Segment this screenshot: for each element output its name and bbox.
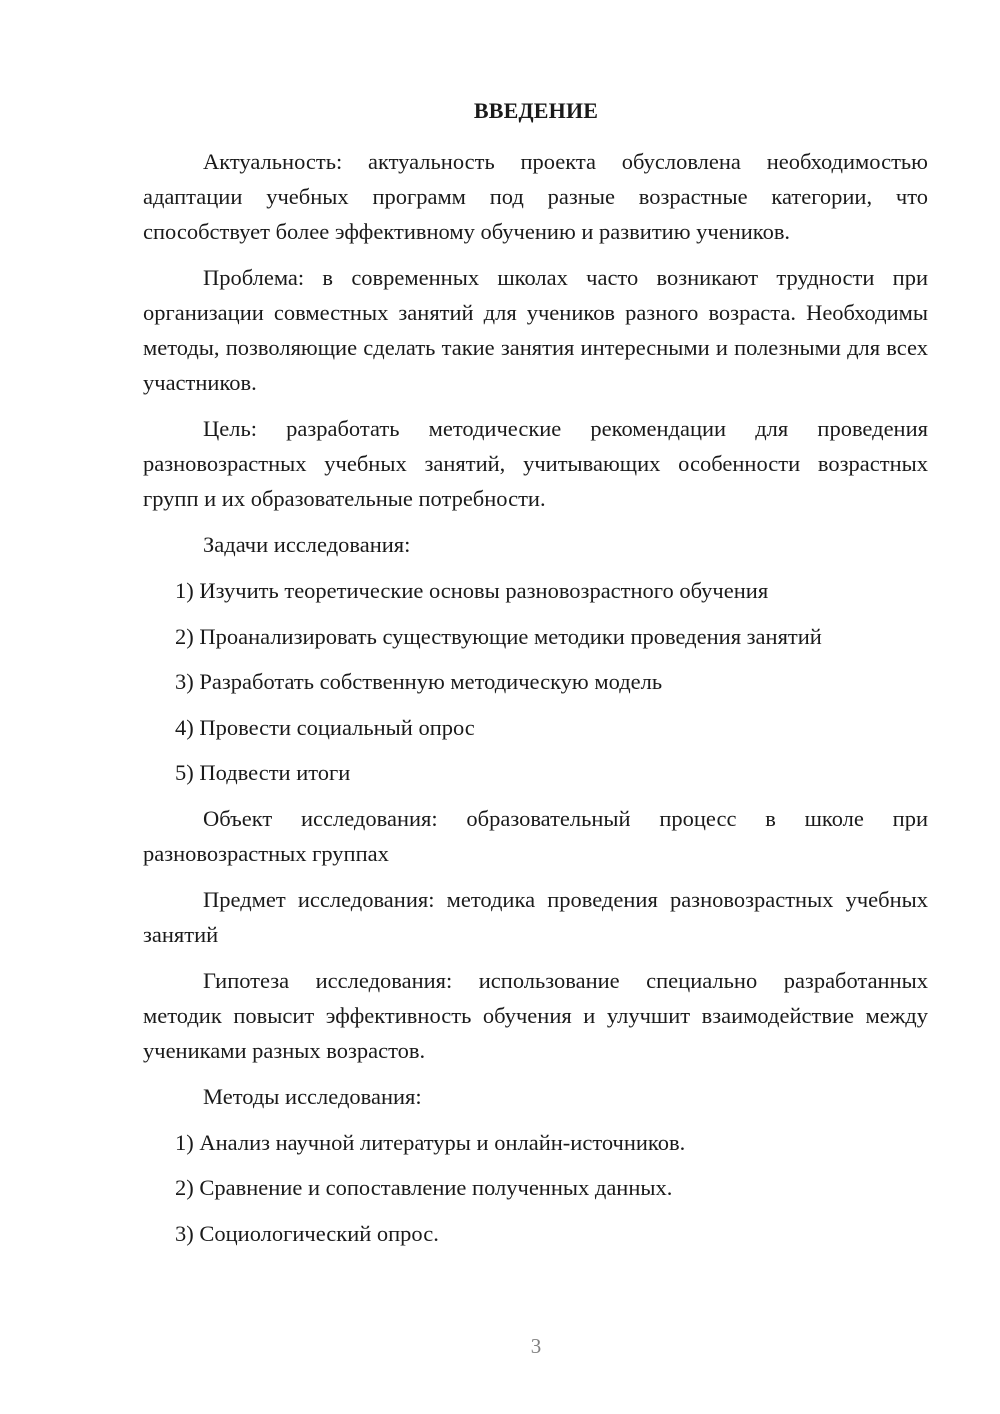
- list-item: 5) Подвести итоги: [175, 760, 351, 785]
- list-item: 4) Провести социальный опрос: [175, 714, 475, 740]
- paragraph-problem: Проблема: в современных школах часто возникают трудности при организации совместных занятий для учеников разного возраста. Необходимы методы, позволяющие сделать такие занятия интересными и полезными для всех участников.: [143, 265, 928, 395]
- paragraph-object: Объект исследования: образовательный процесс в школе при разновозрастных группах: [143, 805, 928, 866]
- list-item: 1) Анализ научной литературы и онлайн-источников.: [175, 1129, 686, 1155]
- tasks-list: [143, 573, 928, 790]
- paragraph-hypothesis: Гипотеза исследования: использование специально разработанных методик повысит эффективность обучения и улучшит взаимодействие между учениками разных возрастов.: [143, 967, 928, 1063]
- paragraph-goal: Цель: разработать методические рекомендации для проведения разновозрастных учебных занятий, учитывающих особенности возрастных групп и их образовательные потребности.: [143, 416, 928, 511]
- page-number: 3: [530, 1334, 542, 1358]
- paragraph-relevance: Актуальность: актуальность проекта обусловлена необходимостью адаптации учебных программ под разные возрастные категории, что способствует более эффективному обучению и развитию учеников.: [143, 149, 928, 244]
- methods-heading: Методы исследования:: [203, 1083, 422, 1109]
- methods-list: [143, 1125, 928, 1251]
- list-item: 3) Социологический опрос.: [175, 1220, 439, 1246]
- tasks-heading: Задачи исследования:: [203, 532, 411, 557]
- document-body: [143, 144, 928, 1261]
- list-item: 2) Проанализировать существующие методики проведения занятий: [175, 623, 822, 649]
- list-item: 3) Разработать собственную методическую модель: [175, 669, 663, 694]
- paragraph-subject: Предмет исследования: методика проведения разновозрастных учебных занятий: [143, 886, 928, 947]
- list-item: 2) Сравнение и сопоставление полученных данных.: [175, 1175, 673, 1200]
- page-title: ВВЕДЕНИЕ: [473, 98, 599, 123]
- list-item: 1) Изучить теоретические основы разновозрастного обучения: [175, 578, 769, 603]
